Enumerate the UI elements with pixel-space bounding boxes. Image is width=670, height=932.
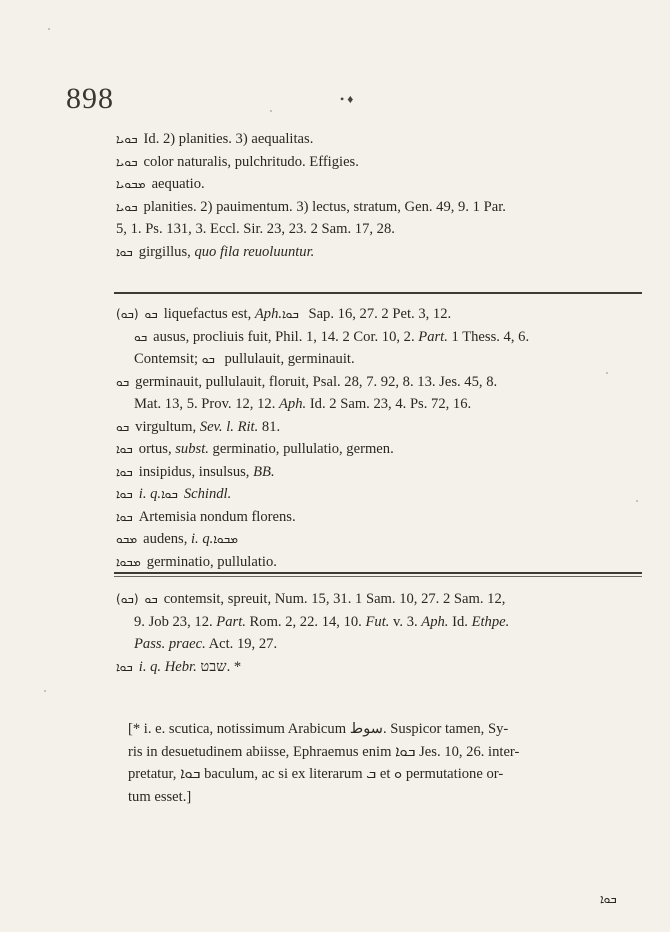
entry-text: audens, bbox=[143, 531, 191, 547]
entry-italic: Pass. praec. bbox=[134, 636, 206, 652]
footnote-block bbox=[128, 718, 648, 808]
entry-text: contemsit, spreuit, Num. 15, 31. 1 Sam. 10, 27. 2 Sam. 12, bbox=[163, 591, 506, 607]
entry-text: girgillus, bbox=[138, 243, 195, 260]
entry-text: Mat. 13, 5. Prov. 12, 12. bbox=[134, 396, 279, 412]
entry-text: 9. Job 23, 12. bbox=[134, 613, 217, 630]
entry-line bbox=[116, 371, 646, 394]
entry-line bbox=[116, 438, 646, 461]
entry-text: Artemisia nondum florens. bbox=[138, 508, 296, 525]
entry-block-b bbox=[116, 303, 646, 573]
syriac-word: ܒܘ bbox=[201, 352, 215, 366]
scan-speck bbox=[48, 28, 50, 30]
entry-line bbox=[116, 528, 646, 551]
entry-text: insipidus, insulsus, bbox=[138, 463, 254, 480]
scan-speck bbox=[606, 372, 608, 374]
scan-speck bbox=[636, 500, 638, 502]
entry-text: ortus, bbox=[138, 441, 176, 457]
entry-italic: Sev. l. Rit. bbox=[199, 418, 259, 435]
syriac-word: ܒܘܐ bbox=[282, 307, 299, 321]
syriac-headword: ( ܒܘ ) bbox=[116, 588, 139, 611]
footnote-line: [* i. e. scutica, notissimum Arabicum سوط. Suspicor tamen, Sy- bbox=[128, 721, 509, 737]
entry-line bbox=[116, 151, 646, 174]
entry-block-c bbox=[116, 588, 646, 678]
entry-text: liquefactus est, bbox=[163, 306, 255, 322]
scan-speck bbox=[270, 110, 272, 112]
entry-italic: i. q. Hebr. bbox=[138, 658, 197, 675]
syriac-word: ܒܘ bbox=[144, 307, 158, 321]
entry-text: ausus, procliuis fuit, Phil. 1, 14. 2 Cor. 10, 2. bbox=[153, 328, 419, 345]
syriac-word: ܡܒܘܐ bbox=[213, 532, 239, 546]
entry-text: virgultum, bbox=[135, 418, 200, 435]
entry-line bbox=[116, 348, 646, 371]
entry-text: Id. bbox=[448, 613, 472, 630]
entry-line bbox=[116, 611, 646, 634]
entry-line bbox=[116, 196, 646, 219]
entry-italic: subst. bbox=[175, 441, 209, 457]
head-ornament: • ♦ bbox=[340, 92, 354, 106]
entry-text: germinauit, pullulauit, floruit, Psal. 28, 7. 92, 8. 13. Jes. 45, 8. bbox=[135, 373, 498, 390]
syriac-headword: ( ܒܘ ) bbox=[116, 303, 139, 326]
syriac-word: ܒܘܐ bbox=[161, 487, 178, 501]
entry-text: germinatio, pullulatio. bbox=[146, 553, 277, 570]
catchword-syriac: ܒܘܐ bbox=[600, 892, 617, 906]
footnote-line: tum esset.] bbox=[128, 788, 192, 805]
entry-italic: Aph. bbox=[254, 306, 283, 322]
entry-line bbox=[116, 483, 646, 506]
entry-text: Id. 2) planities. 3) aequalitas. bbox=[143, 131, 314, 147]
syriac-headword: ܒܘܐ bbox=[116, 442, 133, 456]
syriac-headword: ܒܘܝܐ bbox=[116, 132, 138, 146]
entry-line bbox=[116, 173, 646, 196]
syriac-headword: ܒܘ bbox=[134, 329, 148, 344]
syriac-headword: ܒܘܐ bbox=[116, 244, 133, 259]
entry-text: שבט. * bbox=[196, 658, 242, 675]
entry-line bbox=[116, 633, 646, 656]
entry-italic: Fut. bbox=[365, 613, 390, 630]
entry-line bbox=[116, 393, 646, 416]
entry-line bbox=[116, 241, 646, 264]
syriac-headword: ܡܒܘ bbox=[116, 532, 138, 546]
entry-line bbox=[116, 303, 646, 326]
entry-italic: BB. bbox=[253, 463, 275, 480]
entry-text: planities. 2) pauimentum. 3) lectus, stratum, Gen. 49, 9. 1 Par. bbox=[143, 198, 506, 215]
entry-text: pullulauit, germinauit. bbox=[220, 351, 355, 367]
entry-text: Rom. 2, 22. 14, 10. bbox=[245, 613, 366, 630]
entry-italic: Part. bbox=[418, 328, 448, 345]
syriac-word: ܒܘ bbox=[144, 592, 158, 606]
syriac-headword: ܒܘܐ bbox=[116, 464, 133, 479]
syriac-headword: ܒܘܐ bbox=[116, 509, 133, 524]
entry-italic: Aph. bbox=[279, 396, 307, 412]
entry-line bbox=[116, 326, 646, 349]
entry-italic: i. q. bbox=[191, 531, 214, 547]
entry-block-a bbox=[116, 128, 646, 263]
entry-text: Id. 2 Sam. 23, 4. Ps. 72, 16. bbox=[306, 396, 472, 412]
entry-italic: Schindl. bbox=[183, 486, 232, 502]
footnote-line: pretatur, ܒܘܐ baculum, ac si ex literarum ܒ et ܘ permutatione or- bbox=[128, 766, 504, 782]
entry-text: Contemsit; bbox=[134, 351, 202, 367]
entry-line bbox=[116, 588, 646, 611]
entry-italic: i. q. bbox=[138, 486, 162, 502]
syriac-headword: ܡܒܘܝܐ bbox=[116, 177, 146, 191]
entry-text: Sap. 16, 27. 2 Pet. 3, 12. bbox=[304, 306, 452, 322]
syriac-headword: ܒܘܝܐ bbox=[116, 154, 138, 169]
entry-line bbox=[116, 128, 646, 151]
page-number: 898 bbox=[66, 82, 114, 115]
entry-text: 5, 1. Ps. 131, 3. Eccl. Sir. 23, 23. 2 Sam. 17, 28. bbox=[116, 221, 395, 237]
entry-italic: Ethpe. bbox=[471, 613, 510, 630]
entry-line bbox=[116, 416, 646, 439]
entry-text: aequatio. bbox=[151, 176, 205, 192]
entry-italic: Part. bbox=[216, 613, 246, 630]
syriac-headword: ܒܘܝܐ bbox=[116, 199, 138, 214]
entry-line bbox=[116, 218, 646, 241]
entry-text: 81. bbox=[258, 418, 281, 435]
footnote-line: ris in desuetudinem abiisse, Ephraemus enim ܒܘܐ Jes. 10, 26. inter- bbox=[128, 743, 520, 760]
syriac-headword: ܒܘ bbox=[116, 419, 130, 434]
entry-italic: Aph. bbox=[421, 613, 449, 630]
entry-text: color naturalis, pulchritudo. Effigies. bbox=[143, 153, 359, 170]
entry-line bbox=[116, 461, 646, 484]
section-rule-thin bbox=[114, 576, 642, 577]
syriac-headword: ܒܘܐ bbox=[116, 487, 133, 501]
section-rule bbox=[114, 572, 642, 574]
scan-speck bbox=[44, 690, 46, 692]
syriac-headword: ܒܘ bbox=[116, 374, 130, 389]
entry-text: germinatio, pullulatio, germen. bbox=[208, 441, 394, 457]
entry-text: v. 3. bbox=[389, 613, 422, 630]
catchword bbox=[600, 890, 623, 908]
section-rule bbox=[114, 292, 642, 294]
entry-text: 1 Thess. 4, 6. bbox=[447, 328, 530, 345]
entry-italic: quo fila reuoluuntur. bbox=[194, 243, 315, 260]
entry-line bbox=[116, 656, 646, 679]
syriac-headword: ܒܘܐ bbox=[116, 659, 133, 674]
syriac-headword: ܡܒܘܐ bbox=[116, 554, 141, 569]
entry-line bbox=[116, 506, 646, 529]
entry-line bbox=[116, 551, 646, 574]
entry-text: Act. 19, 27. bbox=[205, 636, 278, 652]
